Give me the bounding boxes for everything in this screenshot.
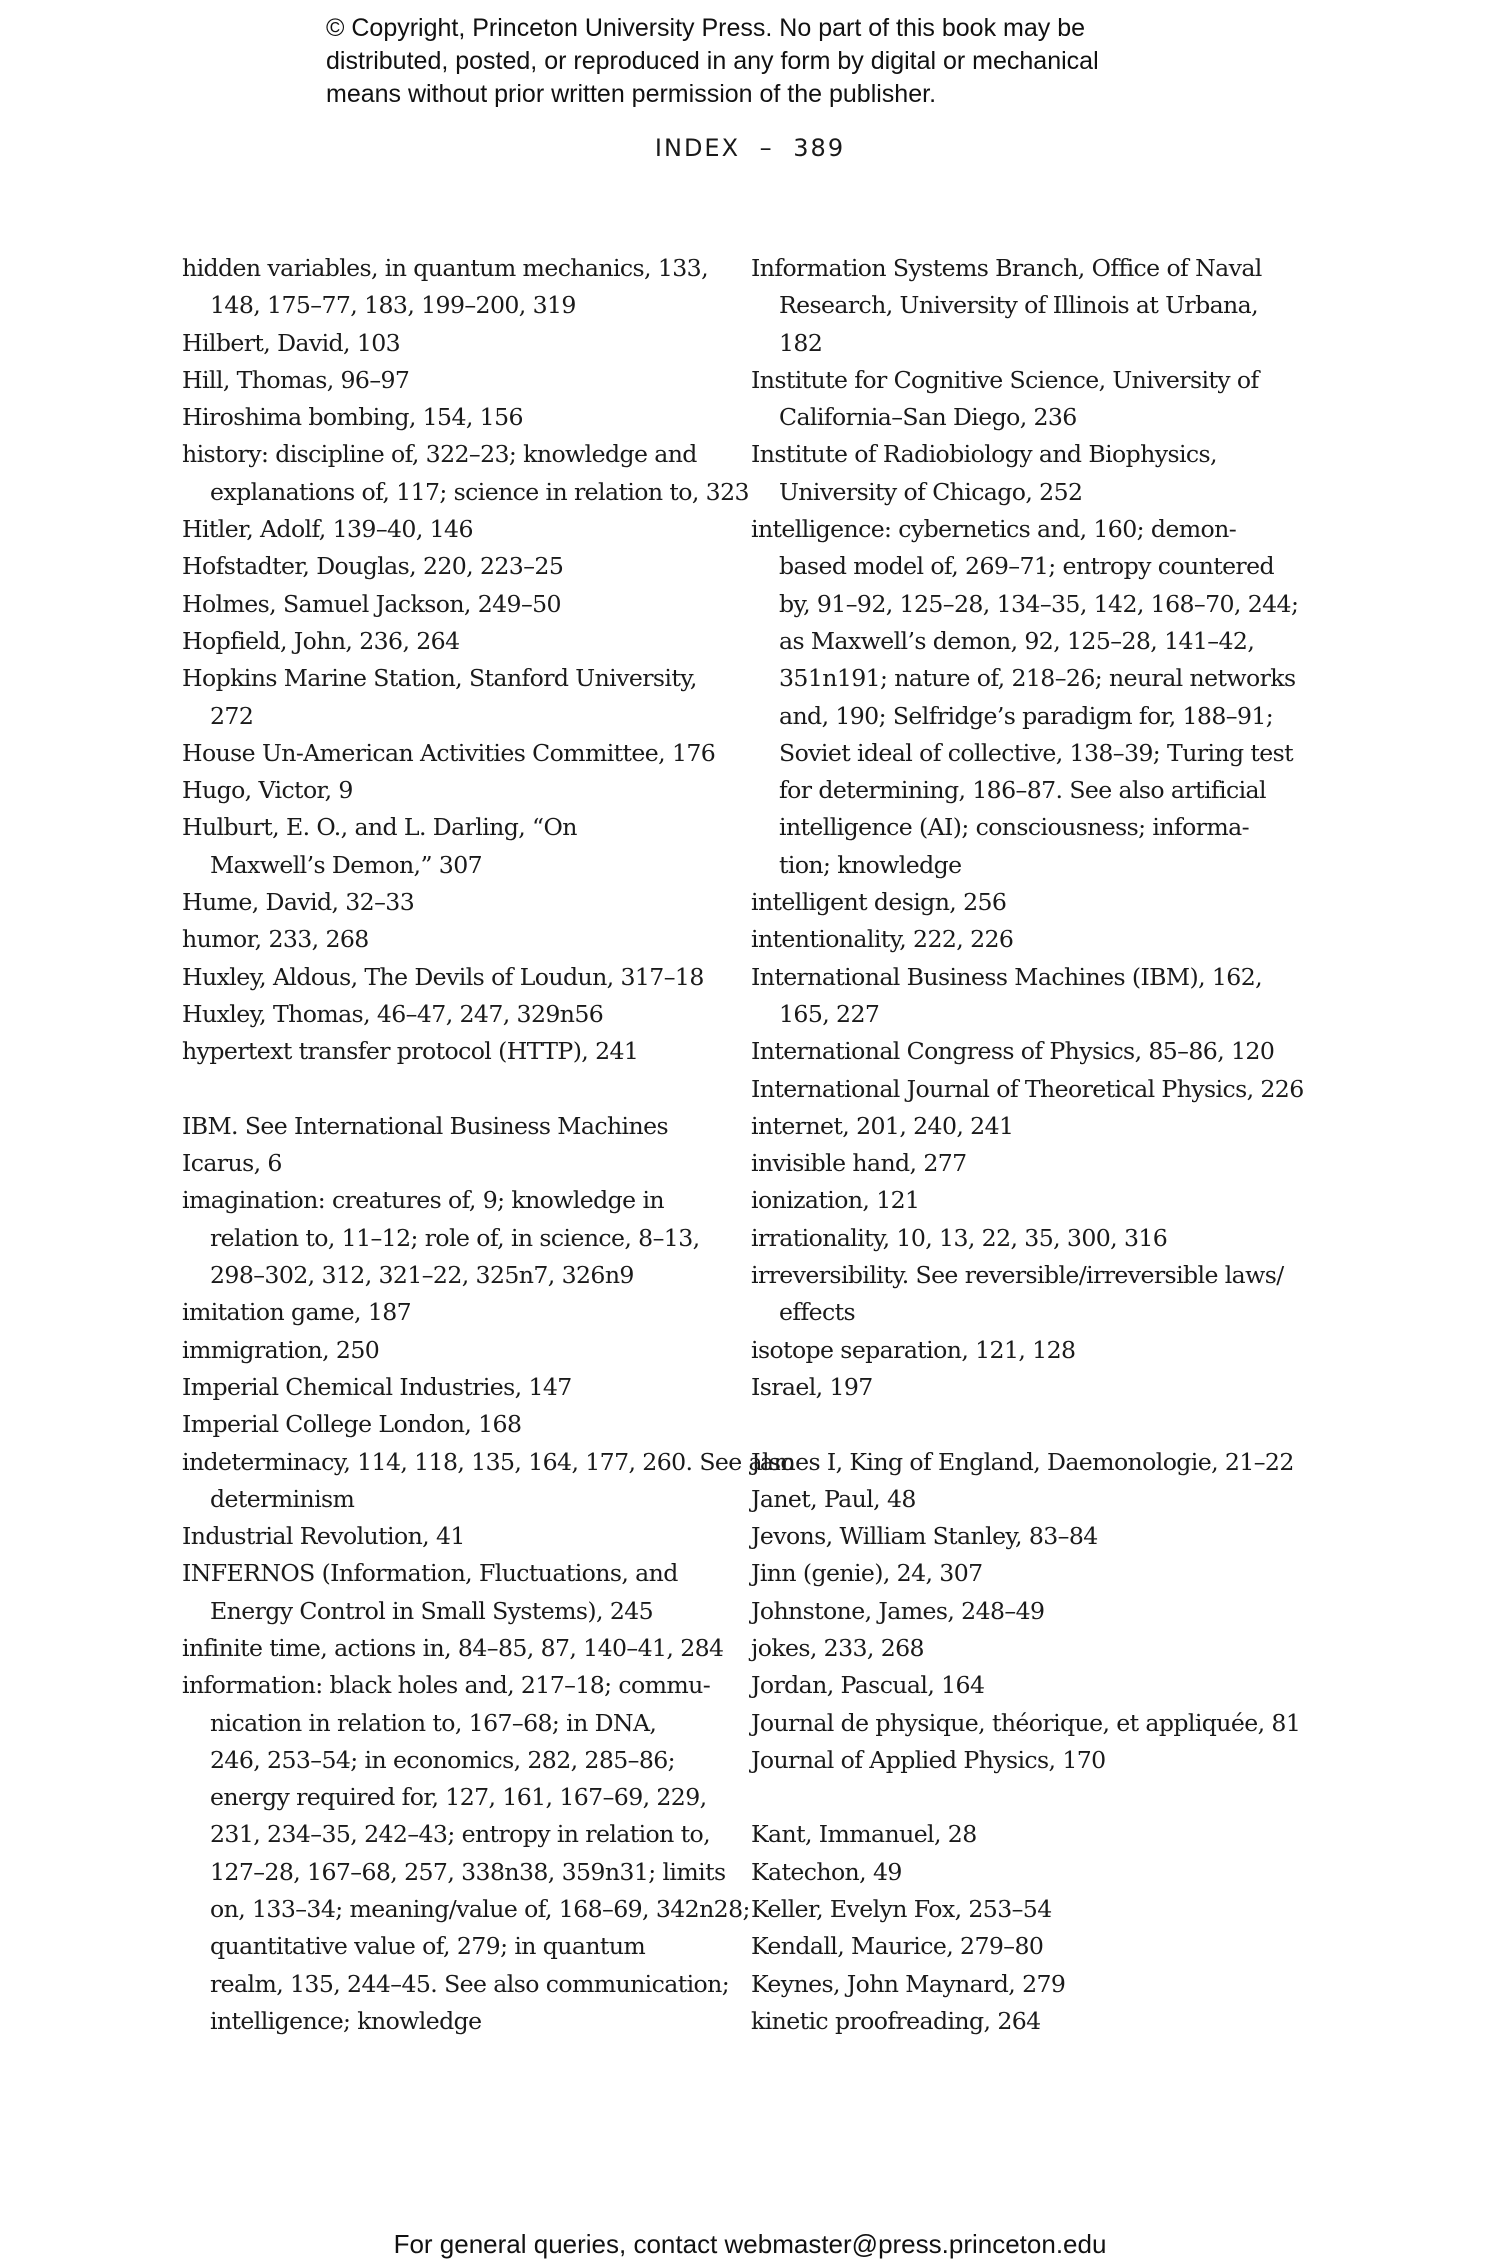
index-entry: irreversibility. See reversible/irreversible laws/: [751, 1261, 1284, 1290]
index-entry: Hopfield, John, 236, 264: [182, 626, 460, 655]
running-head: INDEX – 389: [654, 134, 846, 162]
index-entry: Katechon, 49: [751, 1857, 902, 1886]
index-entry-continuation: for determining, 186–87. See also artificial: [779, 776, 1266, 805]
index-entry: Hopkins Marine Station, Stanford University,: [182, 664, 697, 693]
index-entry: Jevons, William Stanley, 83–84: [751, 1522, 1098, 1551]
index-entry-continuation: 351n191; nature of, 218–26; neural networks: [779, 664, 1296, 693]
index-entry-continuation: and, 190; Selfridge’s paradigm for, 188–91;: [779, 701, 1274, 730]
index-entry-continuation: 148, 175–77, 183, 199–200, 319: [210, 291, 576, 320]
index-entry: Industrial Revolution, 41: [182, 1522, 465, 1551]
index-entry: Keller, Evelyn Fox, 253–54: [751, 1895, 1052, 1924]
index-entry: Hill, Thomas, 96–97: [182, 365, 410, 394]
index-letter-gap: [751, 1779, 1311, 1816]
index-entry-continuation: 182: [779, 328, 823, 357]
index-entry: Hilbert, David, 103: [182, 328, 401, 357]
index-entry: history: discipline of, 322–23; knowledge and: [182, 440, 697, 469]
index-letter-gap: [751, 1406, 1311, 1443]
index-entry-continuation: intelligence; knowledge: [210, 2006, 482, 2035]
footer-contact: For general queries, contact webmaster@press.princeton.edu: [393, 2229, 1107, 2259]
index-entry-continuation: energy required for, 127, 161, 167–69, 229,: [210, 1783, 707, 1812]
index-entry: immigration, 250: [182, 1335, 380, 1364]
index-entry: Imperial Chemical Industries, 147: [182, 1372, 572, 1401]
index-letter-gap: [182, 1071, 722, 1108]
index-entry: indeterminacy, 114, 118, 135, 164, 177, 260. See also: [182, 1447, 795, 1476]
index-entry: information: black holes and, 217–18; commu-: [182, 1671, 711, 1700]
index-entry-continuation: Maxwell’s Demon,” 307: [210, 850, 483, 879]
index-entry: Huxley, Thomas, 46–47, 247, 329n56: [182, 999, 604, 1028]
index-entry-continuation: relation to, 11–12; role of, in science, 8–13,: [210, 1223, 700, 1252]
index-entry-continuation: 298–302, 312, 321–22, 325n7, 326n9: [210, 1261, 634, 1290]
index-entry-continuation: 272: [210, 701, 254, 730]
index-entry: intentionality, 222, 226: [751, 925, 1014, 954]
index-entry-continuation: effects: [779, 1298, 855, 1327]
index-entry: ionization, 121: [751, 1186, 920, 1215]
index-entry: imagination: creatures of, 9; knowledge in: [182, 1186, 664, 1215]
index-entry-continuation: quantitative value of, 279; in quantum: [210, 1932, 646, 1961]
index-entry: Hulburt, E. O., and L. Darling, “On: [182, 813, 577, 842]
index-entry-continuation: intelligence (AI); consciousness; informa-: [779, 813, 1249, 842]
index-entry-continuation: as Maxwell’s demon, 92, 125–28, 141–42,: [779, 626, 1255, 655]
index-entry: Johnstone, James, 248–49: [751, 1596, 1045, 1625]
index-entry-continuation: University of Chicago, 252: [779, 477, 1083, 506]
index-entry-continuation: tion; knowledge: [779, 850, 962, 879]
copyright-line: © Copyright, Princeton University Press. No part of this book may be: [326, 14, 1086, 42]
index-entry-continuation: 246, 253–54; in economics, 282, 285–86;: [210, 1745, 676, 1774]
index-entry: Kendall, Maurice, 279–80: [751, 1932, 1044, 1961]
index-entry-continuation: 231, 234–35, 242–43; entropy in relation to,: [210, 1820, 711, 1849]
index-entry-continuation: Research, University of Illinois at Urbana,: [779, 291, 1259, 320]
index-entry: jokes, 233, 268: [751, 1633, 924, 1662]
index-entry-continuation: Energy Control in Small Systems), 245: [210, 1596, 654, 1625]
index-entry: intelligence: cybernetics and, 160; demon-: [751, 515, 1237, 544]
index-entry: Kant, Immanuel, 28: [751, 1820, 977, 1849]
index-entry-continuation: explanations of, 117; science in relation to, 323: [210, 477, 749, 506]
index-entry: isotope separation, 121, 128: [751, 1335, 1076, 1364]
copyright-notice: [326, 12, 1326, 111]
index-entry: Journal of Applied Physics, 170: [751, 1745, 1106, 1774]
index-entry-continuation: realm, 135, 244–45. See also communication;: [210, 1969, 730, 1998]
index-entry: Jordan, Pascual, 164: [751, 1671, 985, 1700]
copyright-line: distributed, posted, or reproduced in any form by digital or mechanical: [326, 47, 1099, 75]
index-entry-continuation: on, 133–34; meaning/value of, 168–69, 342n28;: [210, 1895, 750, 1924]
index-entry: Hitler, Adolf, 139–40, 146: [182, 515, 473, 544]
index-entry: hypertext transfer protocol (HTTP), 241: [182, 1037, 639, 1066]
index-entry-continuation: based model of, 269–71; entropy countered: [779, 552, 1274, 581]
index-entry-continuation: determinism: [210, 1484, 355, 1513]
index-entry: Journal de physique, théorique, et appliquée, 81: [751, 1708, 1301, 1737]
index-entry-continuation: California–San Diego, 236: [779, 403, 1077, 432]
index-entry-continuation: by, 91–92, 125–28, 134–35, 142, 168–70, 244;: [779, 589, 1299, 618]
index-entry: intelligent design, 256: [751, 888, 1007, 917]
index-entry: International Journal of Theoretical Physics, 226: [751, 1074, 1304, 1103]
index-entry: Hume, David, 32–33: [182, 888, 415, 917]
index-entry: humor, 233, 268: [182, 925, 369, 954]
index-entry-continuation: nication in relation to, 167–68; in DNA,: [210, 1708, 657, 1737]
index-entry: Institute for Cognitive Science, University of: [751, 365, 1259, 394]
index-entry: Janet, Paul, 48: [751, 1484, 916, 1513]
index-entry: Hugo, Victor, 9: [182, 776, 353, 805]
index-entry: Hiroshima bombing, 154, 156: [182, 403, 523, 432]
index-entry: Jinn (genie), 24, 307: [751, 1559, 983, 1588]
index-entry: irrationality, 10, 13, 22, 35, 300, 316: [751, 1223, 1168, 1252]
index-entry: International Congress of Physics, 85–86, 120: [751, 1037, 1275, 1066]
index-entry: invisible hand, 277: [751, 1149, 967, 1178]
index-entry: Huxley, Aldous, The Devils of Loudun, 317–18: [182, 962, 704, 991]
index-entry: Israel, 197: [751, 1372, 873, 1401]
index-entry: House Un-American Activities Committee, 176: [182, 738, 716, 767]
index-entry-continuation: 165, 227: [779, 999, 880, 1028]
copyright-line: means without prior written permission of the publisher.: [326, 80, 937, 108]
index-entry: James I, King of England, Daemonologie, 21–22: [751, 1447, 1294, 1476]
index-entry: IBM. See International Business Machines: [182, 1111, 668, 1140]
index-entry-continuation: Soviet ideal of collective, 138–39; Turing test: [779, 738, 1294, 767]
index-entry: infinite time, actions in, 84–85, 87, 140–41, 284: [182, 1633, 724, 1662]
index-entry: Icarus, 6: [182, 1149, 282, 1178]
index-entry: Information Systems Branch, Office of Naval: [751, 254, 1262, 282]
index-entry: Keynes, John Maynard, 279: [751, 1969, 1066, 1998]
index-entry: Imperial College London, 168: [182, 1410, 522, 1439]
index-entry: Hofstadter, Douglas, 220, 223–25: [182, 552, 564, 581]
index-entry: International Business Machines (IBM), 162,: [751, 962, 1263, 991]
index-entry: Holmes, Samuel Jackson, 249–50: [182, 589, 561, 618]
index-entry: kinetic proofreading, 264: [751, 2006, 1041, 2035]
index-entry: INFERNOS (Information, Fluctuations, and: [182, 1559, 678, 1588]
index-entry: hidden variables, in quantum mechanics, 133,: [182, 254, 708, 282]
index-column-right: [751, 250, 1311, 2040]
index-entry: Institute of Radiobiology and Biophysics,: [751, 440, 1217, 469]
index-entry-continuation: 127–28, 167–68, 257, 338n38, 359n31; limits: [210, 1857, 726, 1886]
index-entry: internet, 201, 240, 241: [751, 1111, 1014, 1140]
index-entry: imitation game, 187: [182, 1298, 412, 1327]
index-column-left: [182, 250, 795, 2040]
